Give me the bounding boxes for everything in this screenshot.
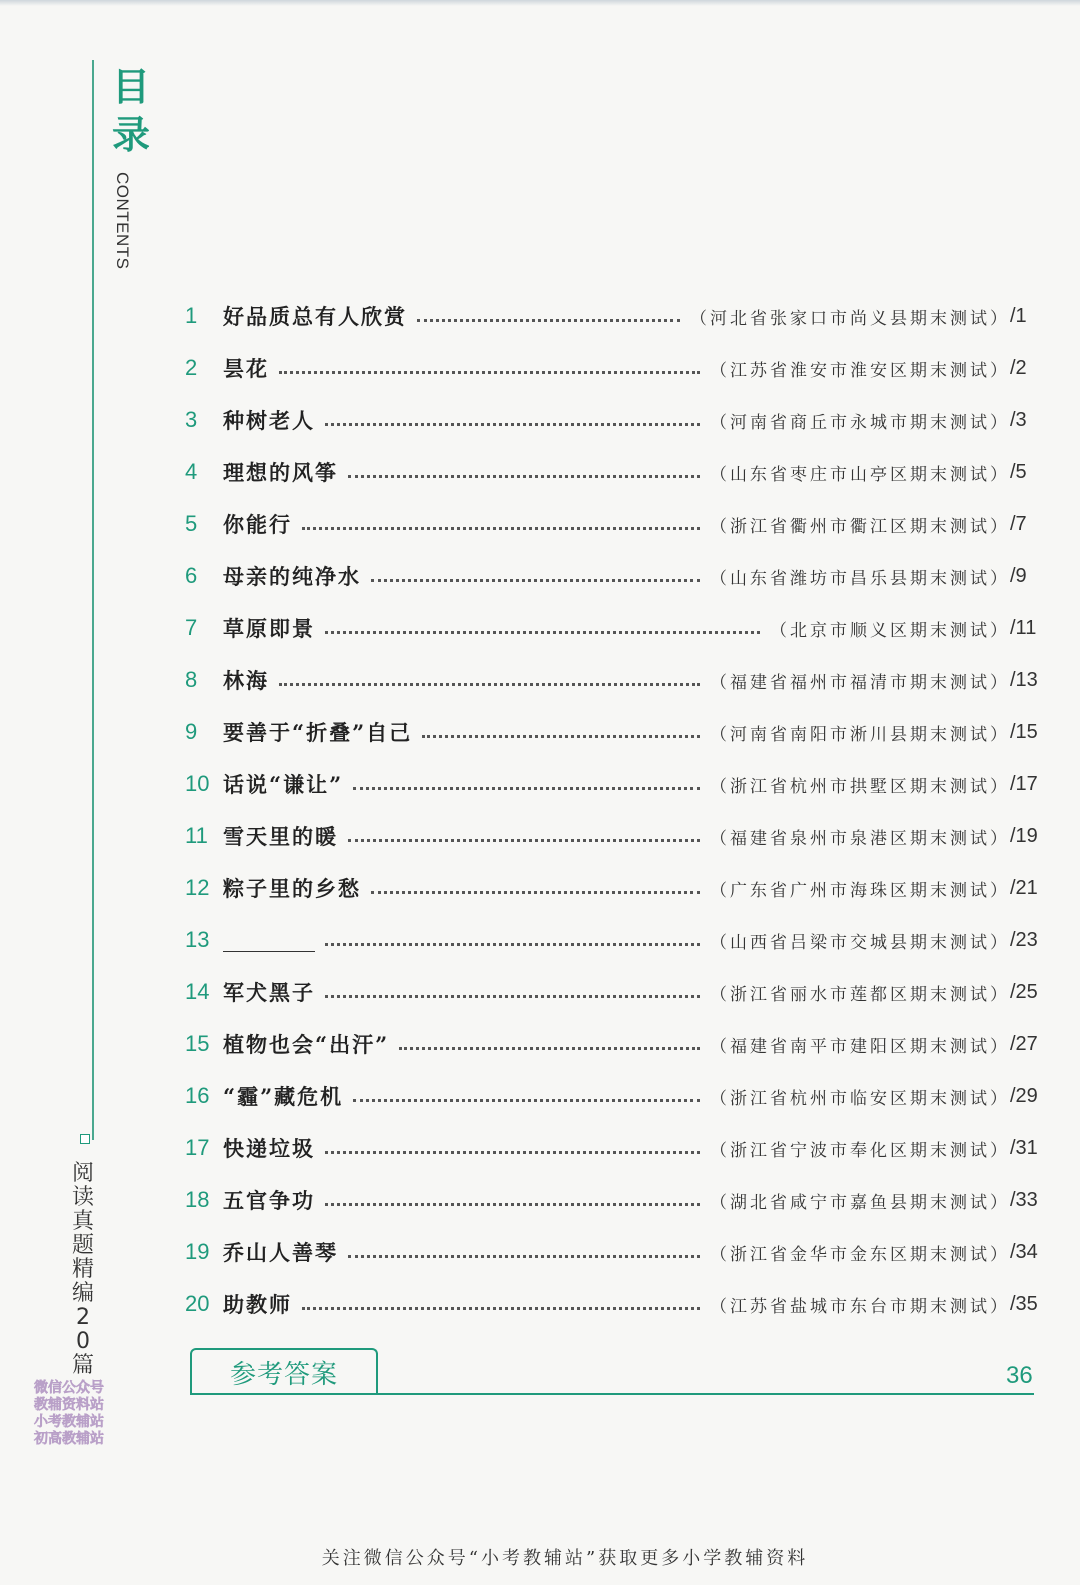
stamp-line: 教辅资料站: [34, 1397, 104, 1413]
toc-number: 19: [185, 1239, 210, 1264]
toc-title: 你能行: [223, 512, 292, 537]
footer-note: 关注微信公众号“小考教辅站”获取更多小学教辅资料: [321, 1548, 809, 1569]
toc-leader-dots: [348, 1255, 700, 1258]
toc-row[interactable]: [185, 394, 1040, 446]
toc-row[interactable]: [185, 602, 1040, 654]
toc-list: [185, 290, 1040, 1330]
toc-title: 助教师: [223, 1292, 292, 1317]
toc-row[interactable]: [185, 654, 1040, 706]
toc-number: 1: [185, 303, 198, 328]
left-vertical-rule: [92, 60, 94, 1140]
toc-title: 雪天里的暖: [223, 824, 338, 849]
toc-source: （浙江省杭州市临安区期末测试）: [710, 1088, 1010, 1109]
toc-page: /25: [1010, 980, 1038, 1003]
toc-title: 林海: [223, 668, 269, 693]
toc-leader-dots: [371, 579, 700, 582]
toc-source: （北京市顺义区期末测试）: [770, 620, 1010, 641]
toc-row[interactable]: [185, 342, 1040, 394]
toc-number: 13: [185, 927, 210, 952]
toc-source: （河南省商丘市永城市期末测试）: [710, 412, 1010, 433]
toc-page: /29: [1010, 1084, 1038, 1107]
toc-row[interactable]: [185, 290, 1040, 342]
contents-label: CONTENTS: [113, 172, 132, 270]
toc-title: 要善于“折叠”自己: [223, 720, 413, 745]
toc-number: 2: [185, 355, 198, 380]
toc-source: （河北省张家口市尚义县期末测试）: [690, 308, 1010, 329]
toc-row[interactable]: [185, 1122, 1040, 1174]
toc-page: /35: [1010, 1292, 1038, 1315]
toc-leader-dots: [399, 1047, 700, 1050]
toc-leader-dots: [348, 475, 700, 478]
toc-title-blank: [223, 929, 315, 952]
stamp-line: 小考教辅站: [34, 1414, 104, 1430]
toc-number: 18: [185, 1187, 210, 1212]
toc-leader-dots: [325, 995, 700, 998]
toc-number: 12: [185, 875, 210, 900]
toc-source: （江苏省淮安市淮安区期末测试）: [710, 360, 1010, 381]
answer-label: 参考答案: [229, 1359, 338, 1390]
toc-page: /31: [1010, 1136, 1038, 1159]
toc-page: /19: [1010, 824, 1038, 847]
toc-title: 理想的风筝: [223, 460, 338, 485]
toc-page: /15: [1010, 720, 1038, 743]
toc-leader-dots: [279, 371, 700, 374]
toc-leader-dots: [325, 1151, 700, 1154]
toc-source: （湖北省咸宁市嘉鱼县期末测试）: [710, 1192, 1010, 1213]
toc-page: /17: [1010, 772, 1038, 795]
toc-leader-dots: [302, 527, 700, 530]
toc-title: 话说“谦让”: [223, 772, 344, 797]
toc-number: 3: [185, 407, 198, 432]
toc-page: /23: [1010, 928, 1038, 951]
toc-number: 9: [185, 719, 198, 744]
toc-row[interactable]: [185, 1018, 1040, 1070]
toc-number: 15: [185, 1031, 210, 1056]
toc-title: 昙花: [223, 356, 269, 381]
toc-row[interactable]: [185, 862, 1040, 914]
book-title-vertical: 阅读真题精编20篇: [71, 1161, 94, 1378]
toc-leader-dots: [279, 683, 700, 686]
toc-page: /21: [1010, 876, 1038, 899]
watermark-stamp: [34, 1380, 118, 1448]
toc-row[interactable]: [185, 810, 1040, 862]
toc-number: 6: [185, 563, 198, 588]
toc-leader-dots: [353, 787, 700, 790]
toc-row[interactable]: [185, 446, 1040, 498]
toc-source: （河南省南阳市淅川县期末测试）: [710, 724, 1010, 745]
toc-number: 11: [185, 823, 208, 848]
toc-number: 17: [185, 1135, 210, 1160]
toc-source: （浙江省衢州市衢江区期末测试）: [710, 516, 1010, 537]
toc-title: 好品质总有人欣赏: [223, 304, 407, 329]
toc-page: /9: [1010, 564, 1027, 587]
toc-row[interactable]: [185, 1174, 1040, 1226]
toc-title: 快递垃圾: [223, 1136, 315, 1161]
stamp-line: 微信公众号: [34, 1380, 104, 1396]
answer-underline: [190, 1393, 1034, 1395]
toc-source: （浙江省宁波市奉化区期末测试）: [710, 1140, 1010, 1161]
toc-row[interactable]: [185, 498, 1040, 550]
page-title-char-2: 录: [112, 113, 151, 157]
toc-leader-dots: [422, 735, 700, 738]
toc-source: （福建省泉州市泉港区期末测试）: [710, 828, 1010, 849]
toc-leader-dots: [325, 1203, 700, 1206]
toc-source: （江苏省盐城市东台市期末测试）: [710, 1296, 1010, 1317]
toc-page: /5: [1010, 460, 1027, 483]
toc-page: /34: [1010, 1240, 1038, 1263]
toc-page: /11: [1010, 616, 1037, 639]
toc-number: 14: [185, 979, 210, 1004]
toc-leader-dots: [371, 891, 700, 894]
square-marker-icon: [80, 1134, 90, 1144]
toc-leader-dots: [353, 1099, 700, 1102]
toc-row[interactable]: [185, 550, 1040, 602]
toc-number: 8: [185, 667, 198, 692]
toc-leader-dots: [325, 423, 700, 426]
toc-row[interactable]: [185, 914, 1040, 966]
toc-leader-dots: [325, 631, 760, 634]
top-edge-shade: [0, 0, 1080, 6]
toc-number: 10: [185, 771, 210, 796]
toc-page: /27: [1010, 1032, 1038, 1055]
toc-number: 4: [185, 459, 198, 484]
toc-page: /3: [1010, 408, 1027, 431]
toc-number: 7: [185, 615, 198, 640]
toc-source: （福建省南平市建阳区期末测试）: [710, 1036, 1010, 1057]
toc-title: 五官争功: [223, 1188, 315, 1213]
toc-number: 20: [185, 1291, 210, 1316]
toc-leader-dots: [348, 839, 700, 842]
toc-title: 母亲的纯净水: [223, 564, 361, 589]
toc-source: （福建省福州市福清市期末测试）: [710, 672, 1010, 693]
page-title-char-1: 目: [112, 65, 151, 109]
toc-page: /33: [1010, 1188, 1038, 1211]
toc-title: “霾”藏危机: [223, 1084, 344, 1109]
toc-title: 种树老人: [223, 408, 315, 433]
toc-row[interactable]: [185, 1278, 1040, 1330]
toc-source: （广东省广州市海珠区期末测试）: [710, 880, 1010, 901]
toc-page: /1: [1010, 304, 1027, 327]
answer-page-number: 36: [1006, 1362, 1033, 1389]
toc-leader-dots: [417, 319, 680, 322]
toc-source: （浙江省金华市金东区期末测试）: [710, 1244, 1010, 1265]
toc-number: 16: [185, 1083, 210, 1108]
toc-row[interactable]: [185, 758, 1040, 810]
toc-number: 5: [185, 511, 198, 536]
toc-title: 粽子里的乡愁: [223, 876, 361, 901]
toc-leader-dots: [325, 943, 700, 946]
toc-source: （山西省吕梁市交城县期末测试）: [710, 932, 1010, 953]
toc-title: 乔山人善琴: [223, 1240, 338, 1265]
toc-source: （浙江省杭州市拱墅区期末测试）: [710, 776, 1010, 797]
toc-row[interactable]: [185, 966, 1040, 1018]
toc-title: 草原即景: [223, 616, 315, 641]
toc-page: /13: [1010, 668, 1038, 691]
toc-page: /7: [1010, 512, 1027, 535]
toc-row[interactable]: [185, 1070, 1040, 1122]
toc-title: 军犬黑子: [223, 980, 315, 1005]
toc-page: /2: [1010, 356, 1027, 379]
toc-source: （山东省枣庄市山亭区期末测试）: [710, 464, 1010, 485]
toc-row[interactable]: [185, 1226, 1040, 1278]
toc-source: （山东省潍坊市昌乐县期末测试）: [710, 568, 1010, 589]
toc-row[interactable]: [185, 706, 1040, 758]
toc-title: 植物也会“出汗”: [223, 1032, 390, 1057]
answer-tab[interactable]: [190, 1348, 378, 1394]
stamp-line: 初高教辅站: [34, 1431, 104, 1447]
toc-source: （浙江省丽水市莲都区期末测试）: [710, 984, 1010, 1005]
toc-leader-dots: [302, 1307, 700, 1310]
